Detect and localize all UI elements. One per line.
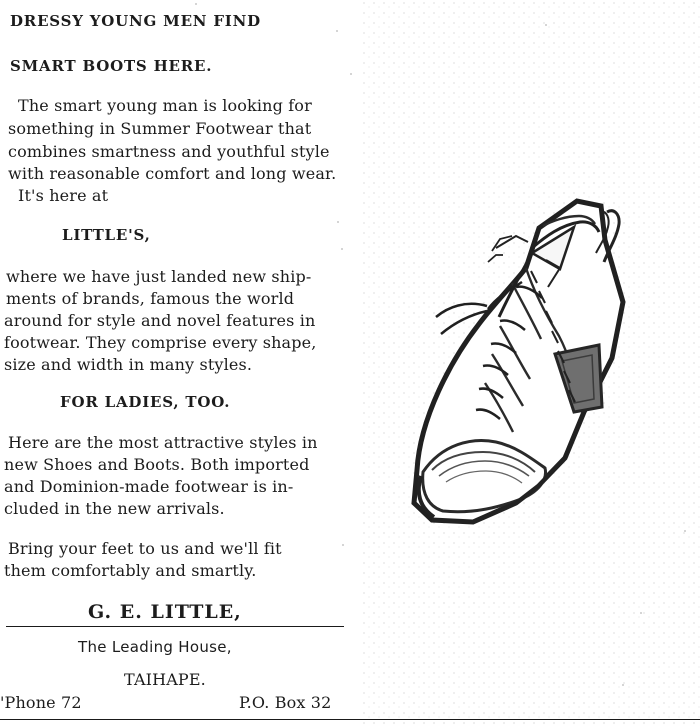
para1-line-1: The smart young man is looking for bbox=[18, 96, 312, 115]
para1-line-2: something in Summer Footwear that bbox=[8, 119, 312, 138]
phone-number: 'Phone 72 bbox=[0, 693, 82, 712]
signature-rule bbox=[6, 626, 344, 627]
print-speckle bbox=[640, 612, 642, 614]
print-speckle bbox=[545, 24, 547, 26]
para2-line-1: where we have just landed new ship- bbox=[6, 267, 312, 286]
signature-name: G. E. LITTLE, bbox=[88, 601, 242, 623]
tagline: The Leading House, bbox=[78, 638, 232, 656]
headline-line-2: SMART BOOTS HERE. bbox=[10, 57, 213, 75]
boot-illustration-area bbox=[362, 0, 700, 725]
print-speckle bbox=[342, 544, 344, 546]
para3-line-1: Here are the most attractive styles in bbox=[8, 433, 318, 452]
print-speckle bbox=[336, 30, 338, 32]
para2-line-3: around for style and novel features in bbox=[4, 311, 316, 330]
para2-line-2: ments of brands, famous the world bbox=[6, 289, 295, 308]
para2-line-5: size and width in many styles. bbox=[4, 355, 253, 374]
para4-line-2: them comfortably and smartly. bbox=[4, 561, 257, 580]
headline-line-1: DRESSY YOUNG MEN FIND bbox=[10, 12, 261, 30]
para2-line-4: footwear. They comprise every shape, bbox=[4, 333, 317, 352]
print-speckle bbox=[337, 221, 339, 223]
print-speckle bbox=[350, 73, 352, 75]
para1-line-3: combines smartness and youthful style bbox=[8, 142, 330, 161]
town-name: TAIHAPE. bbox=[124, 670, 206, 689]
boot-illustration-icon bbox=[362, 0, 700, 725]
print-speckle bbox=[195, 3, 197, 5]
para1-line-4: with reasonable comfort and long wear. bbox=[8, 164, 337, 183]
para3-line-2: new Shoes and Boots. Both imported bbox=[4, 455, 310, 474]
print-speckle bbox=[341, 248, 343, 250]
para3-line-3: and Dominion-made footwear is in- bbox=[4, 477, 294, 496]
para4-line-1: Bring your feet to us and we'll fit bbox=[8, 539, 282, 558]
para1-line-5: It's here at bbox=[18, 186, 109, 205]
print-speckle bbox=[684, 530, 686, 532]
po-box: P.O. Box 32 bbox=[239, 693, 332, 712]
print-speckle bbox=[622, 684, 624, 686]
store-callout: LITTLE'S, bbox=[62, 226, 151, 244]
para3-line-4: cluded in the new arrivals. bbox=[4, 499, 225, 518]
section-heading: FOR LADIES, TOO. bbox=[60, 393, 231, 411]
